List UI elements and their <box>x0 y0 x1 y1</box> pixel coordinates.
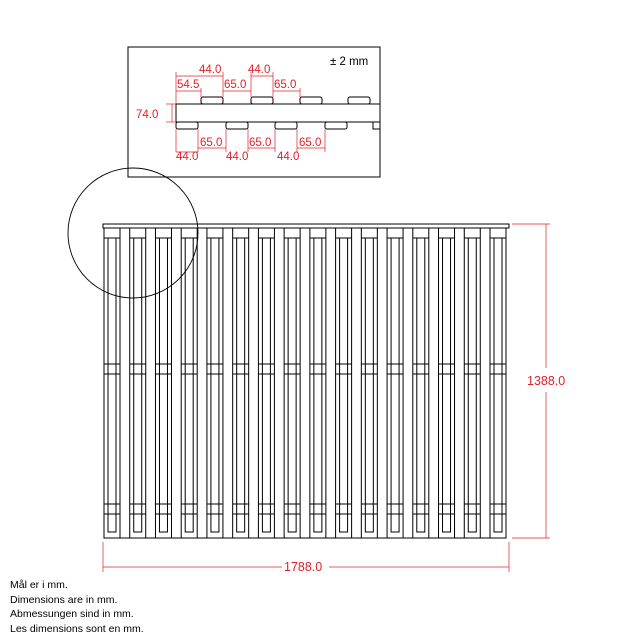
fence-top-rail <box>103 224 509 228</box>
detail-board-top <box>348 97 370 104</box>
fence-board <box>155 228 171 538</box>
dim-top-space-a: 65.0 <box>224 79 247 91</box>
fence-board <box>464 228 480 538</box>
fence-board <box>490 228 506 538</box>
fence-panel <box>103 224 509 538</box>
dim-bottom-space-c: 65.0 <box>299 137 322 149</box>
dim-bottom-space-a: 65.0 <box>200 137 223 149</box>
fence-board <box>207 228 223 538</box>
fence-board <box>413 228 429 538</box>
detail-board-bottom <box>226 122 248 129</box>
dim-top-board-b: 44.0 <box>248 64 271 76</box>
fence-board <box>336 228 352 538</box>
fence-board <box>284 228 300 538</box>
fence-board <box>439 228 455 538</box>
detail-rail <box>176 104 380 122</box>
dim-top-space-b: 65.0 <box>274 79 297 91</box>
note-line: Abmessungen sind in mm. <box>10 608 134 621</box>
overall-dim-height <box>512 224 565 538</box>
detail-board-bottom <box>373 122 380 129</box>
note-line: Dimensions are in mm. <box>10 593 118 606</box>
detail-board-bottom <box>325 122 347 129</box>
fence-board <box>233 228 249 538</box>
fence-board <box>104 228 120 538</box>
dim-bottom-space-b: 65.0 <box>249 137 272 149</box>
detail-board-top <box>300 97 322 104</box>
overall-dim-width <box>103 542 509 574</box>
dim-top-board-a: 44.0 <box>199 64 222 76</box>
detail-board-top <box>201 97 223 104</box>
dim-top-gap-left: 54.5 <box>177 79 200 91</box>
fence-board <box>387 228 403 538</box>
note-line: Mål er i mm. <box>10 579 68 591</box>
dim-height: 74.0 <box>136 109 159 121</box>
dim-bottom-board-a: 44.0 <box>176 151 199 163</box>
detail-board-bottom <box>176 122 198 129</box>
fence-board <box>361 228 377 538</box>
detail-board-top <box>251 97 273 104</box>
detail-board-bottom <box>275 122 297 129</box>
overall-height-label: 1388.0 <box>527 374 566 388</box>
note-line: Les dimensions sont en mm. <box>10 622 144 635</box>
fence-board <box>130 228 146 538</box>
overall-width-label: 1788.0 <box>284 560 323 574</box>
tolerance-label: ± 2 mm <box>330 56 369 68</box>
dim-bottom-board-c: 44.0 <box>277 151 300 163</box>
units-notes <box>10 578 144 636</box>
fence-board <box>310 228 326 538</box>
fence-board <box>258 228 274 538</box>
dim-bottom-board-b: 44.0 <box>226 151 249 163</box>
